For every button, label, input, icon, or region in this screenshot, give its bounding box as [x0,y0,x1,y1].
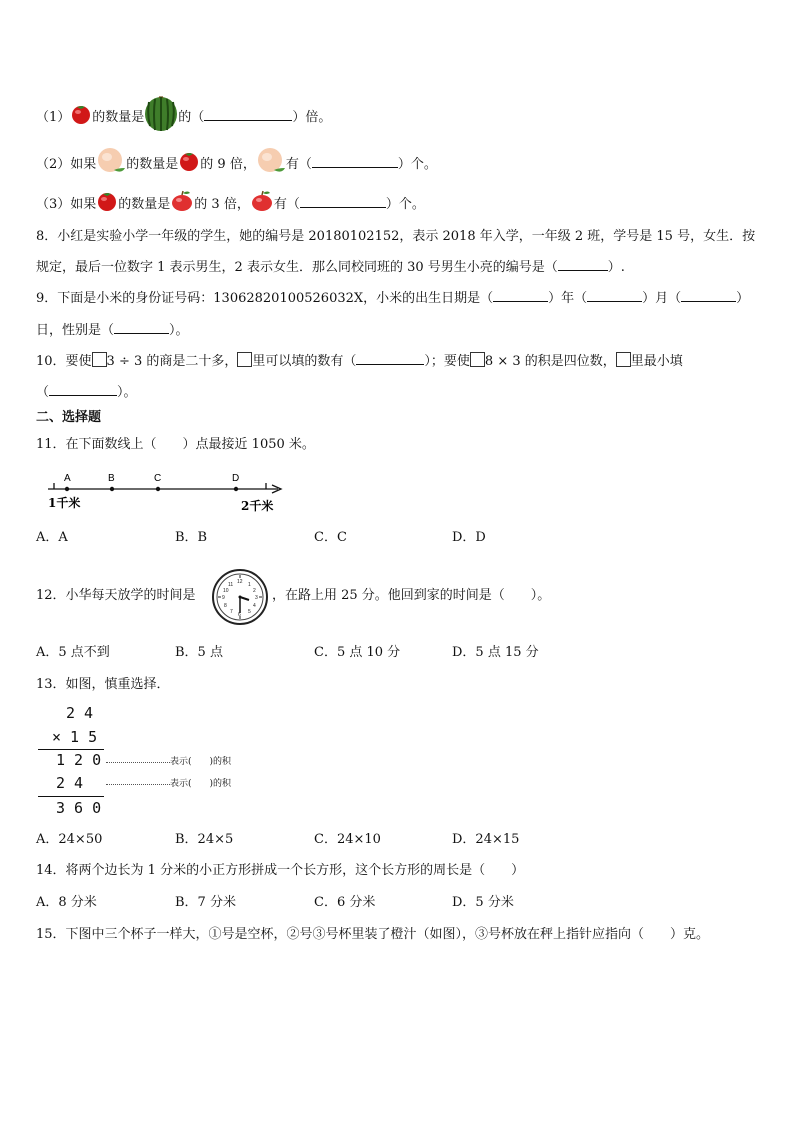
q11-option-a[interactable]: A．A [36,530,68,545]
q14-stem: 14．将两个边长为 1 分米的小正方形拼成一个长方形，这个长方形的周长是（ ） [36,863,525,878]
svg-text:5: 5 [248,609,251,615]
q13-stem: 13．如图，慎重选择． [36,677,170,692]
watermelon-icon [144,96,178,139]
peach-icon [96,146,126,183]
q12-option-b[interactable]: B．5 点 [175,645,223,660]
q12-stem: 12．小华每天放学的时间是 [36,588,196,603]
svg-text:11: 11 [228,582,234,588]
section-title: 二、选择题 [36,410,102,425]
q9-line-2: 日，性别是（ ）。 [36,323,189,338]
q11-stem: 11．在下面数线上（ ）点最接近 1050 米。 [36,437,315,452]
svg-text:12: 12 [237,579,243,585]
q9-line-1: 9．下面是小米的身份证号码：13062820100526032X，小米的出生日期是（ ）年（ ）月（ ） [36,291,750,306]
q14-option-b[interactable]: B．7 分米 [175,895,236,910]
calc-row-3: 1 2 0 [56,751,102,769]
svg-text:6: 6 [238,612,241,618]
tomato-icon [70,103,92,132]
svg-text:4: 4 [253,603,256,609]
start-label: 1千米 [48,496,81,510]
blank-box-icon [616,352,631,367]
svg-text:2: 2 [253,588,256,594]
q7-1-answer-blank[interactable] [204,108,292,121]
q12-option-d[interactable]: D．5 点 15 分 [452,645,539,660]
calc-row-4: 2 4 [56,774,84,792]
apple-icon [170,190,194,219]
calc-note-2: 表示( )的积 [170,779,232,789]
point-d [234,487,238,491]
tomato-icon [96,190,118,219]
blank-box-icon [237,352,252,367]
point-a [65,487,69,491]
q7-2-answer-blank[interactable] [312,155,398,168]
q14-option-a[interactable]: A．8 分米 [36,895,97,910]
calc-note-1: 表示( )的积 [170,757,232,767]
svg-text:9: 9 [222,595,225,601]
q9-month-blank[interactable] [587,289,642,302]
clock-icon [211,568,269,626]
q9-day-blank[interactable] [681,289,736,302]
point-label-c: C [154,473,162,484]
q8-line-2: 规定，最后一位数字 1 表示男生，2 表示女生．那么同校同班的 30 号男生小亮的编号是（ ）. [36,260,625,275]
q11-number-line [40,470,290,515]
q11-option-d[interactable]: D．D [452,530,486,545]
blank-box-icon [470,352,485,367]
tomato-icon [178,150,200,179]
q12-option-c[interactable]: C．5 点 10 分 [314,645,401,660]
calc-row-2: × 1 5 [52,728,98,746]
apple-icon [250,190,274,219]
q12-option-a[interactable]: A．5 点不到 [36,645,110,660]
q12-stem-end: ，在路上用 25 分。他回到家的时间是（ ）。 [272,588,551,603]
point-label-a: A [64,473,71,484]
svg-text:7: 7 [230,609,233,615]
q9-gender-blank[interactable] [114,321,169,334]
svg-text:8: 8 [224,603,227,609]
svg-text:1: 1 [248,582,251,588]
calc-row-5: 3 6 0 [56,799,102,817]
q10-answer-blank-1[interactable] [356,352,424,365]
q7-1-label: （1） [36,110,71,125]
point-c [156,487,160,491]
q8-line-1: 8．小红是实验小学一年级的学生，她的编号是 20180102152，表示 2018 年入学，一年级 2 班，学号是 15 号，女生．按 [36,229,756,244]
q14-option-d[interactable]: D．5 分米 [452,895,514,910]
q13-calculation [36,700,276,825]
q7-line-2: （2）如果 的数量是 的 9 倍， 有（ ）个。 [36,146,437,183]
q7-3-answer-blank[interactable] [300,195,386,208]
q15-stem: 15．下图中三个杯子一样大，①号是空杯，②号③号杯里装了橙汁（如图），③号杯放在秤上指针应指向（ ）克。 [36,927,710,942]
q7-line-3: （3）如果 的数量是 的 3 倍， 有（ ）个。 [36,190,425,219]
q9-year-blank[interactable] [493,289,548,302]
q13-option-d[interactable]: D．24×15 [452,832,520,847]
q10-answer-blank-2[interactable] [49,383,117,396]
point-label-d: D [232,473,240,484]
q10-line-1: 10．要使 3 ÷ 3 的商是二十多， 里可以填的数有（ ）；要使 8 × 3 的积是四位数， 里最小填 [36,354,683,369]
q13-option-a[interactable]: A．24×50 [36,832,103,847]
q11-option-b[interactable]: B．B [175,530,208,545]
point-label-b: B [108,473,115,484]
peach-icon [256,146,286,183]
q8-answer-blank[interactable] [558,258,608,271]
end-label: 2千米 [241,499,274,513]
q14-option-c[interactable]: C．6 分米 [314,895,376,910]
blank-box-icon [92,352,107,367]
q11-option-c[interactable]: C．C [314,530,347,545]
svg-text:3: 3 [255,595,258,601]
point-b [110,487,114,491]
calc-row-1: 2 4 [66,704,94,722]
q7-line-1: （1） 的数量是 的（ ）倍。 [36,96,331,139]
q13-option-c[interactable]: C．24×10 [314,832,381,847]
q10-line-2: （ ）。 [36,385,137,400]
svg-text:10: 10 [223,588,229,594]
q13-option-b[interactable]: B．24×5 [175,832,234,847]
